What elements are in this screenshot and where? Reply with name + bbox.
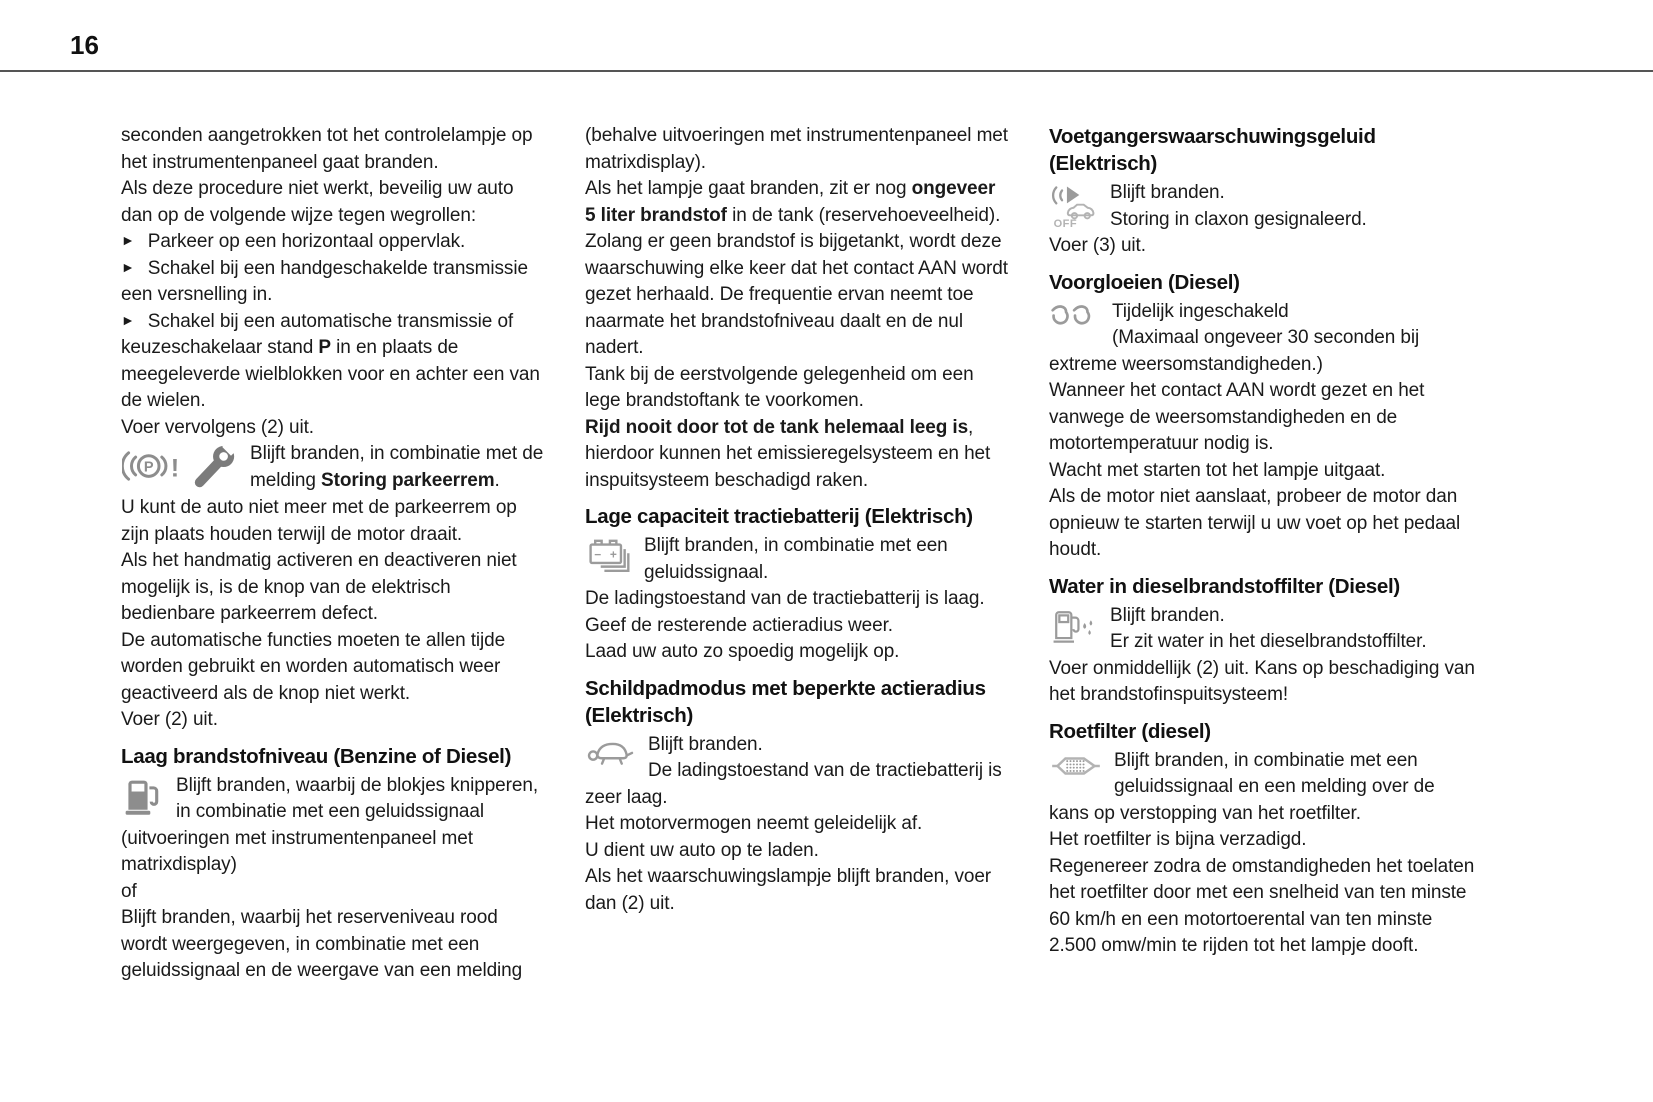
icon-paragraph: OFF Blijft branden. Storing in claxon gesignaleerd.: [1049, 180, 1479, 233]
paragraph: Laad uw auto zo spoedig mogelijk op.: [585, 641, 900, 662]
icon-paragraph: Blijft branden. Er zit water in het dieselbrandstoffilter.: [1049, 603, 1479, 656]
page-number: 16: [70, 30, 99, 60]
paragraph: Zolang er geen brandstof is bijgetankt, wordt deze waarschuwing elke keer dat het contact AAN wordt gezet herhaald. De frequentie ervan neemt toe naarmate het brandstofniveau daalt en de nul nadert.: [585, 231, 1008, 358]
telltale-icon-group: [586, 536, 632, 577]
paragraph: De automatische functies moeten te allen tijde worden gebruikt en worden automatisch weer geactiveerd als de knop niet werkt.: [121, 629, 506, 704]
icon-paragraph: Blijft branden, in combinatie met een geluidssignaal en een melding over de kans op verstopping van het roetfilter.: [1049, 749, 1435, 824]
bullet-arrow-icon: ►: [121, 232, 135, 248]
icon-paragraph: Tijdelijk ingeschakeld (Maximaal ongeveer 30 seconden bij extreme weersomstandigheden.): [1049, 300, 1420, 375]
paragraph: Voer (3) uit.: [1049, 235, 1146, 256]
glow-plug-icon: [1050, 302, 1100, 331]
section-heading: Water in dieselbrandstoffilter (Diesel): [1049, 574, 1400, 598]
fuel-pump-icon: [122, 776, 164, 818]
bullet-arrow-icon: ►: [121, 258, 135, 275]
pedestrian-warning-sound-off-icon: [1050, 183, 1098, 229]
section-heading: Laag brandstofniveau (Benzine of Diesel): [121, 744, 512, 768]
telltale-icon-group: [1050, 606, 1098, 647]
paragraph: Het roetfilter is bijna verzadigd.: [1049, 829, 1307, 850]
column-1: [121, 123, 545, 985]
particulate-filter-icon: [1050, 751, 1102, 781]
paragraph: De ladingstoestand van de tractiebatterij is laag.: [585, 588, 985, 609]
paragraph: Het motorvermogen neemt geleidelijk af.: [585, 813, 923, 834]
icon-paragraph: P ! Blijft branden, in combinatie met de melding Storing parkeerrem.: [121, 441, 545, 494]
svg-text:+: +: [609, 547, 617, 562]
telltale-icon-group: [1050, 751, 1102, 781]
icon-paragraph: Blijft branden, waarbij de blokjes knipperen, in combinatie met een geluidssignaal (uitvoeringen met instrumentenpaneel met matrixdisplay): [121, 774, 538, 875]
bullet-item: ► Schakel bij een automatische transmissie of keuzeschakelaar stand P in en plaats de meegeleverde wielblokken voor en achter een van de wielen.: [121, 309, 545, 415]
svg-text:OFF: OFF: [1053, 218, 1078, 229]
traction-battery-icon: [586, 536, 632, 577]
paragraph: Wanneer het contact AAN wordt gezet en het vanwege de weersomstandigheden en de motortemperatuur nodig is.: [1049, 380, 1425, 454]
paragraph: Wacht met starten tot het lampje uitgaat.: [1049, 459, 1386, 481]
wrench-icon: [190, 444, 238, 492]
paragraph: seconden aangetrokken tot het controlelampje op het instrumentenpaneel gaat branden.: [121, 125, 533, 173]
telltale-icon-group: [586, 735, 636, 769]
paragraph: Regenereer zodra de omstandigheden het toelaten het roetfilter door met een snelheid van ten minste 60 km/h en een motortoerental van ten minste 2.500 omw/min te rijden tot het lampje dooft.: [1049, 855, 1475, 956]
telltale-icon-group: [122, 776, 164, 818]
bullet-item: ► Schakel bij een handgeschakelde transmissie een versnelling in.: [121, 256, 545, 309]
icon-paragraph: − + Blijft branden, in combinatie met een geluidssignaal.: [585, 533, 1009, 586]
paragraph: Als het waarschuwingslampje blijft branden, voer dan (2) uit.: [585, 866, 992, 914]
paragraph: Geef de resterende actieradius weer.: [585, 614, 893, 636]
column-3: [1049, 123, 1479, 985]
page-header: [0, 0, 1653, 71]
svg-text:P: P: [143, 459, 154, 476]
icon-paragraph: Blijft branden. De ladingstoestand van de tractiebatterij is zeer laag.: [585, 733, 1002, 808]
telltale-icon-group: [1050, 302, 1100, 331]
paragraph: Rijd nooit door tot de tank helemaal leeg is, hierdoor kunnen het emissieregelsysteem en het inspuitsysteem beschadigd raken.: [585, 416, 991, 491]
column-2: [585, 123, 1009, 985]
section-heading: Voorgloeien (Diesel): [1049, 270, 1240, 294]
header-rule: [0, 70, 1653, 72]
paragraph: U dient uw auto op te laden.: [585, 839, 819, 861]
paragraph: Als het handmatig activeren en deactiveren niet mogelijk is, is de knop van de elektrisch bedienbare parkeerrem defect.: [121, 550, 517, 624]
paragraph: (behalve uitvoeringen met instrumentenpaneel met matrixdisplay).: [585, 125, 1008, 173]
telltale-icon-group: [1050, 183, 1098, 229]
turtle-icon: [586, 735, 636, 769]
svg-text:!: !: [170, 454, 180, 483]
section-heading: Voetgangerswaarschuwingsgeluid (Elektrisch): [1049, 125, 1376, 175]
paragraph: Voer vervolgens (2) uit.: [121, 416, 314, 438]
paragraph: Tank bij de eerstvolgende gelegenheid om een lege brandstoftank te voorkomen.: [585, 363, 974, 411]
water-in-fuel-filter-icon: [1050, 606, 1098, 647]
paragraph: Blijft branden, waarbij het reserveniveau rood wordt weergegeven, in combinatie met een geluidssignaal en de weergave van een melding: [121, 907, 523, 981]
paragraph: Voer (2) uit.: [121, 709, 218, 730]
section-heading: Lage capaciteit tractiebatterij (Elektrisch): [585, 505, 973, 528]
svg-text:−: −: [594, 547, 602, 562]
section-heading: Roetfilter (diesel): [1049, 719, 1211, 743]
paragraph: Als deze procedure niet werkt, beveilig uw auto dan op de volgende wijze tegen wegrollen:: [121, 178, 514, 226]
parking-brake-warning-icon: [122, 444, 182, 488]
paragraph: Als de motor niet aanslaat, probeer de motor dan opnieuw te starten terwijl u uw voet op het pedaal houdt.: [1049, 486, 1461, 560]
paragraph: Als het lampje gaat branden, zit er nog ongeveer 5 liter brandstof in de tank (reservehoeveelheid).: [585, 178, 1001, 226]
bullet-arrow-icon: ►: [121, 311, 135, 328]
content-columns: [121, 123, 1479, 985]
paragraph: Voer onmiddellijk (2) uit. Kans op beschadiging van het brandstofinspuitsysteem!: [1049, 657, 1475, 705]
section-heading: Schildpadmodus met beperkte actieradius (Elektrisch): [585, 676, 986, 727]
paragraph: U kunt de auto niet meer met de parkeerrem op zijn plaats houden terwijl de motor draait.: [121, 497, 517, 545]
telltale-icon-group: [122, 444, 238, 492]
paragraph: of: [121, 880, 137, 902]
bullet-item: ► Parkeer op een horizontaal oppervlak.: [121, 229, 545, 256]
